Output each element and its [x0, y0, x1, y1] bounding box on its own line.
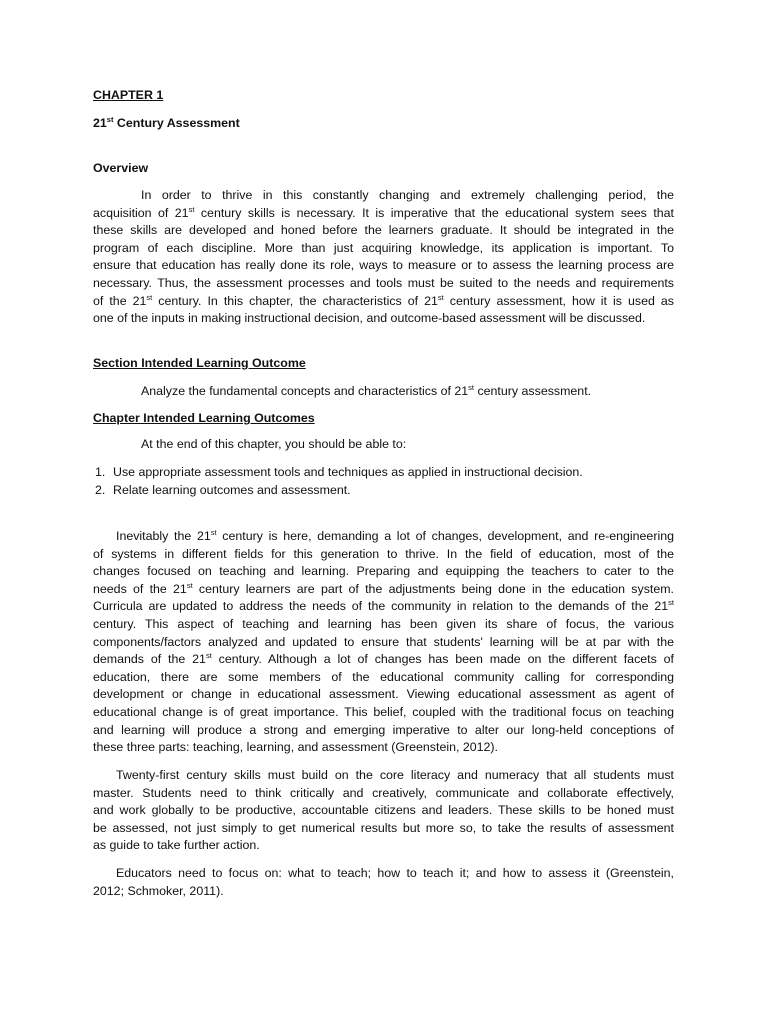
list-item: 2. Relate learning outcomes and assessment. [95, 482, 351, 497]
paragraph-line: development or change in educational assessment. Viewing educational assessment as agent of [93, 687, 674, 702]
paragraph-line: ensure that education has really done its role, ways to measure or to assess the learning process are [93, 258, 674, 273]
chapter-outcomes-heading: Chapter Intended Learning Outcomes [93, 411, 315, 425]
paragraph-line: 2012; Schmoker, 2011). [93, 883, 224, 898]
chapter-outcomes-intro: At the end of this chapter, you should be able to: [141, 437, 407, 451]
paragraph-line: demands of the 21st century. Although a lot of changes has been made on the different facets of [93, 651, 674, 667]
paragraph-line: Twenty-first century skills must build on the core literacy and numeracy that all students must [116, 768, 674, 782]
overview-heading: Overview [93, 161, 149, 175]
paragraph-line: these skills are developed and honed before the learners graduate. It should be integrated in the [93, 223, 674, 238]
paragraph-line: of systems in different fields for this generation to thrive. In the field of education, most of the [93, 546, 674, 561]
paragraph-line: century. This aspect of teaching and learning has been given its share of focus, the various [93, 616, 674, 631]
chapter-label: CHAPTER 1 [93, 88, 164, 102]
paragraph-line: education, there are some members of the educational community calling for corresponding [93, 669, 674, 684]
outcomes-list [93, 464, 583, 499]
paragraph-line: Curricula are updated to address the needs of the community in relation to the demands of the 21st [93, 598, 674, 614]
paragraph-line: be assessed, not just simply to get numerical results but more so, to take the results of assessment [93, 820, 674, 835]
paragraph-line: educational change is of great importance. This belief, coupled with the traditional focus on teaching [93, 704, 674, 719]
paragraph-line: components/factors analyzed and updated to ensure that students' learning will be at par with the [93, 634, 674, 649]
overview-paragraph [93, 187, 674, 328]
body-paragraph-1 [93, 528, 674, 757]
paragraph-line: changes focused on teaching and learning. Preparing and equipping the teachers to cater to the [93, 564, 674, 579]
paragraph-line: these three parts: teaching, learning, and assessment (Greenstein, 2012). [93, 740, 498, 755]
paragraph-line: master. Students need to think critically and creatively, communicate and collaborate effectively, [93, 785, 674, 800]
chapter-title: 21st Century Assessment [93, 115, 240, 130]
list-item: 1. Use appropriate assessment tools and techniques as applied in instructional decision. [95, 465, 583, 479]
body-paragraph-3 [93, 865, 674, 900]
paragraph-line: Inevitably the 21st century is here, demanding a lot of changes, development, and re-engineering [116, 528, 674, 543]
paragraph-line: program of each discipline. More than just acquiring knowledge, its application is important. To [93, 240, 674, 255]
paragraph-line: necessary. Thus, the assessment processes and tools must be suited to the needs and requirements [93, 275, 674, 290]
paragraph-line: needs of the 21st century learners are part of the adjustments being done in the education system. [93, 580, 674, 596]
paragraph-line: acquisition of 21st century skills is necessary. It is imperative that the educational system sees that [93, 204, 674, 220]
paragraph-line: In order to thrive in this constantly changing and extremely challenging period, the [141, 188, 674, 202]
paragraph-line: one of the inputs in making instructional decision, and outcome-based assessment will be discussed. [93, 311, 646, 326]
body-paragraph-2 [93, 767, 674, 855]
paragraph-line: of the 21st century. In this chapter, the characteristics of 21st century assessment, how it is used as [93, 292, 674, 308]
paragraph-line: and learning will produce a strong and emerging imperative to alter our long-held conceptions of [93, 722, 674, 737]
section-outcome-text: Analyze the fundamental concepts and characteristics of 21st century assessment. [141, 383, 592, 398]
section-outcome-heading: Section Intended Learning Outcome [93, 356, 306, 370]
paragraph-line: as guide to take further action. [93, 838, 260, 853]
paragraph-line: and work globally to be productive, accountable citizens and leaders. These skills to be honed must [93, 803, 674, 818]
paragraph-line: Educators need to focus on: what to teach; how to teach it; and how to assess it (Greenstein, [116, 866, 674, 880]
